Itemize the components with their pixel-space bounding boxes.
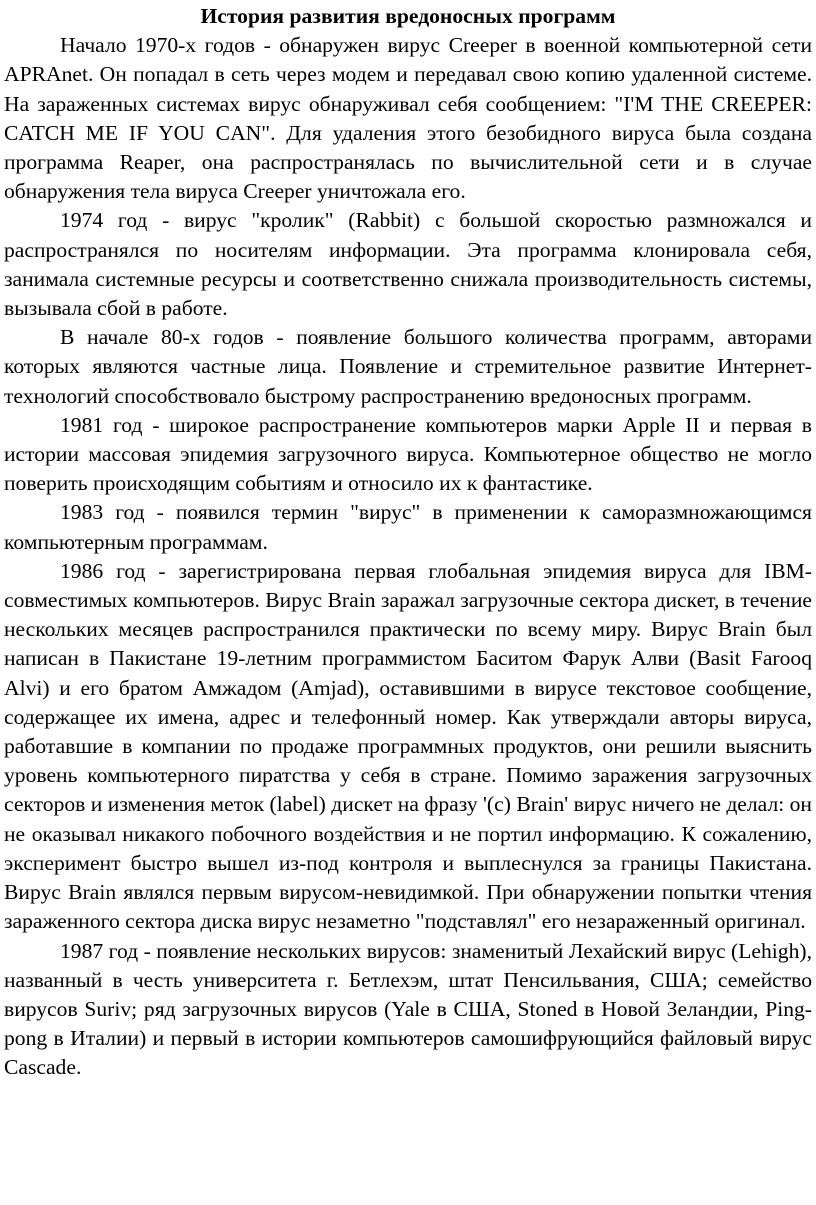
paragraph-1986-brain: 1986 год - зарегистрирована первая глобальная эпидемия вируса для IBM-совместимых компьютеров. Вирус Brain заражал загрузочные сектора дискет, в течение нескольких месяцев распространился практически по всему миру. Вирус Brain был написан в Пакистане 19-летним программистом Баситом Фарук Алви (Basit Farooq Alvi) и его братом Амжадом (Amjad), оставившими в вирусе текстовое сообщение, содержащее их имена, адрес и телефонный номер. Как утверждали авторы вируса, работавшие в компании по продаже программных продуктов, они решили выяснить уровень компьютерного пиратства у себя в стране. Помимо заражения загрузочных секторов и изменения меток (label) дискет на фразу '(c) Brain' вирус ничего не делал: он не оказывал никакого побочного воздействия и не портил информацию. К сожалению, эксперимент быстро вышел из-под контроля и выплеснулся за границы Пакистана. Вирус Brain являлся первым вирусом-невидимкой. При обнаружении попытки чтения зараженного сектора диска вирус незаметно "подставлял" его незараженный оригинал. — [4, 558, 812, 934]
document-title: История развития вредоносных программ — [200, 4, 616, 28]
paragraph-rabbit: 1974 год - вирус "кролик" (Rabbit) с большой скоростью размножался и распространялся по носителям информации. Эта программа клонировала себя, занимала системные ресурсы и соответственно снижала производительность системы, вызывала сбой в работе. — [4, 208, 812, 321]
paragraph-1981: 1981 год - широкое распространение компьютеров марки Apple II и первая в истории массовая эпидемия загрузочного вируса. Компьютерное общество не могло поверить происходящим событиям и относило их к фантастике. — [4, 412, 812, 496]
paragraph-early-80s: В начале 80-х годов - появление большого количества программ, авторами которых являются частные лица. Появление и стремительное развитие Интернет-технологий способствовало быстрому распространению вредоносных программ. — [4, 325, 812, 408]
paragraph-1987: 1987 год - появление нескольких вирусов: знаменитый Лехайский вирус (Lehigh), названный в честь университета г. Бетлехэм, штат Пенсильвания, США; семейство вирусов Suriv; ряд загрузочных вирусов (Yale в США, Stoned в Новой Зеландии, Ping-pong в Италии) и первый в истории компьютеров самошифрующийся файловый вирус Cascade. — [4, 938, 812, 1080]
paragraph-1983: 1983 год - появился термин "вирус" в применении к саморазмножающимся компьютерным программам. — [4, 500, 812, 554]
paragraph-creeper: Начало 1970-х годов - обнаружен вирус Creeper в военной компьютерной сети APRAnet. Он попадал в сеть через модем и передавал свою копию удаленной системе. На зараженных системах вирус обнаруживал себя сообщением: "I'M THE CREEPER: CATCH ME IF YOU CAN". Для удаления этого безобидного вируса была создана программа Reaper, она распространялась по вычислительной сети и в случае обнаружения тела вируса Creeper уничтожала его. — [4, 33, 812, 204]
